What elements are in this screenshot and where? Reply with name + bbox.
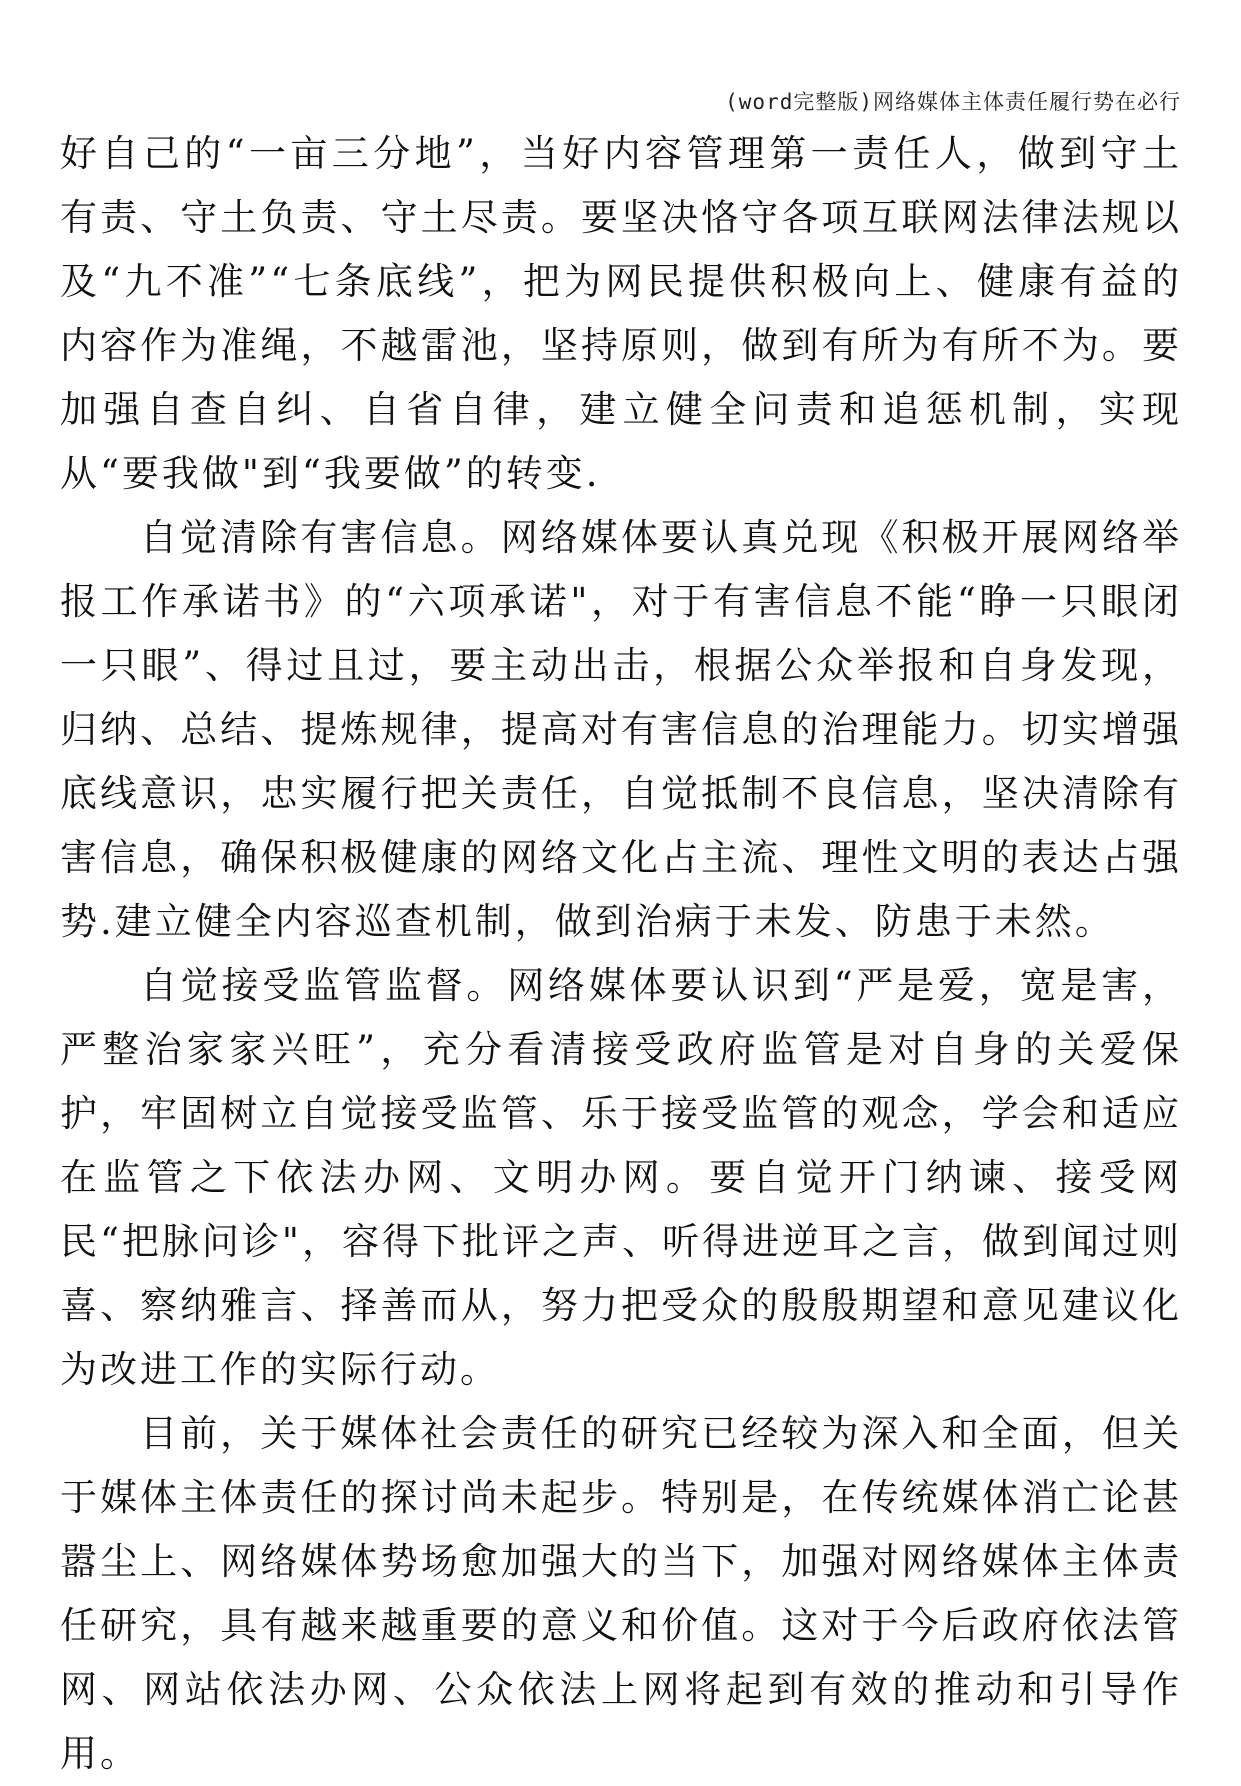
- paragraph-continuation: 好自己的“一亩三分地”，当好内容管理第一责任人，做到守土有责、守土负责、守土尽责。要坚决恪守各项互联网法律法规以及“九不准”“七条底线”，把为网民提供积极向上、健康有益的内容作为准绳，不越雷池，坚持原则，做到有所为有所不为。要加强自查自纠、自省自律，建立健全问责和追惩机制，实现从“要我做"到“我要做”的转变.: [60, 132, 1182, 495]
- running-header: (word完整版)网络媒体主体责任履行势在必行: [725, 90, 1181, 114]
- paragraph-accept-supervision: 自觉接受监管监督。网络媒体要认识到“严是爱，宽是害，严整治家家兴旺”，充分看清接受政府监管是对自身的关爱保护，牢固树立自觉接受监管、乐于接受监管的观念，学会和适应在监管之下依法办网、文明办网。要自觉开门纳谏、接受网民“把脉问诊"，容得下批评之声、听得进逆耳之言，做到闻过则喜、察纳雅言、择善而从，努力把受众的殷殷期望和意见建议化为改进工作的实际行动。: [60, 964, 1182, 1391]
- document-body: [60, 122, 1182, 1786]
- paragraph-clear-harmful-info: 自觉清除有害信息。网络媒体要认真兑现《积极开展网络举报工作承诺书》的“六项承诺"，对于有害信息不能“睁一只眼闭一只眼”、得过且过，要主动出击，根据公众举报和自身发现，归纳、总结、提炼规律，提高对有害信息的治理能力。切实增强底线意识，忠实履行把关责任，自觉抵制不良信息，坚决清除有害信息，确保积极健康的网络文化占主流、理性文明的表达占强势.建立健全内容巡查机制，做到治病于未发、防患于未然。: [60, 516, 1182, 943]
- paragraph-research-significance: 目前，关于媒体社会责任的研究已经较为深入和全面，但关于媒体主体责任的探讨尚未起步。特别是，在传统媒体消亡论甚嚣尘上、网络媒体势场愈加强大的当下，加强对网络媒体主体责任研究，具有越来越重要的意义和价值。这对于今后政府依法管网、网站依法办网、公众依法上网将起到有效的推动和引导作用。: [60, 1412, 1182, 1775]
